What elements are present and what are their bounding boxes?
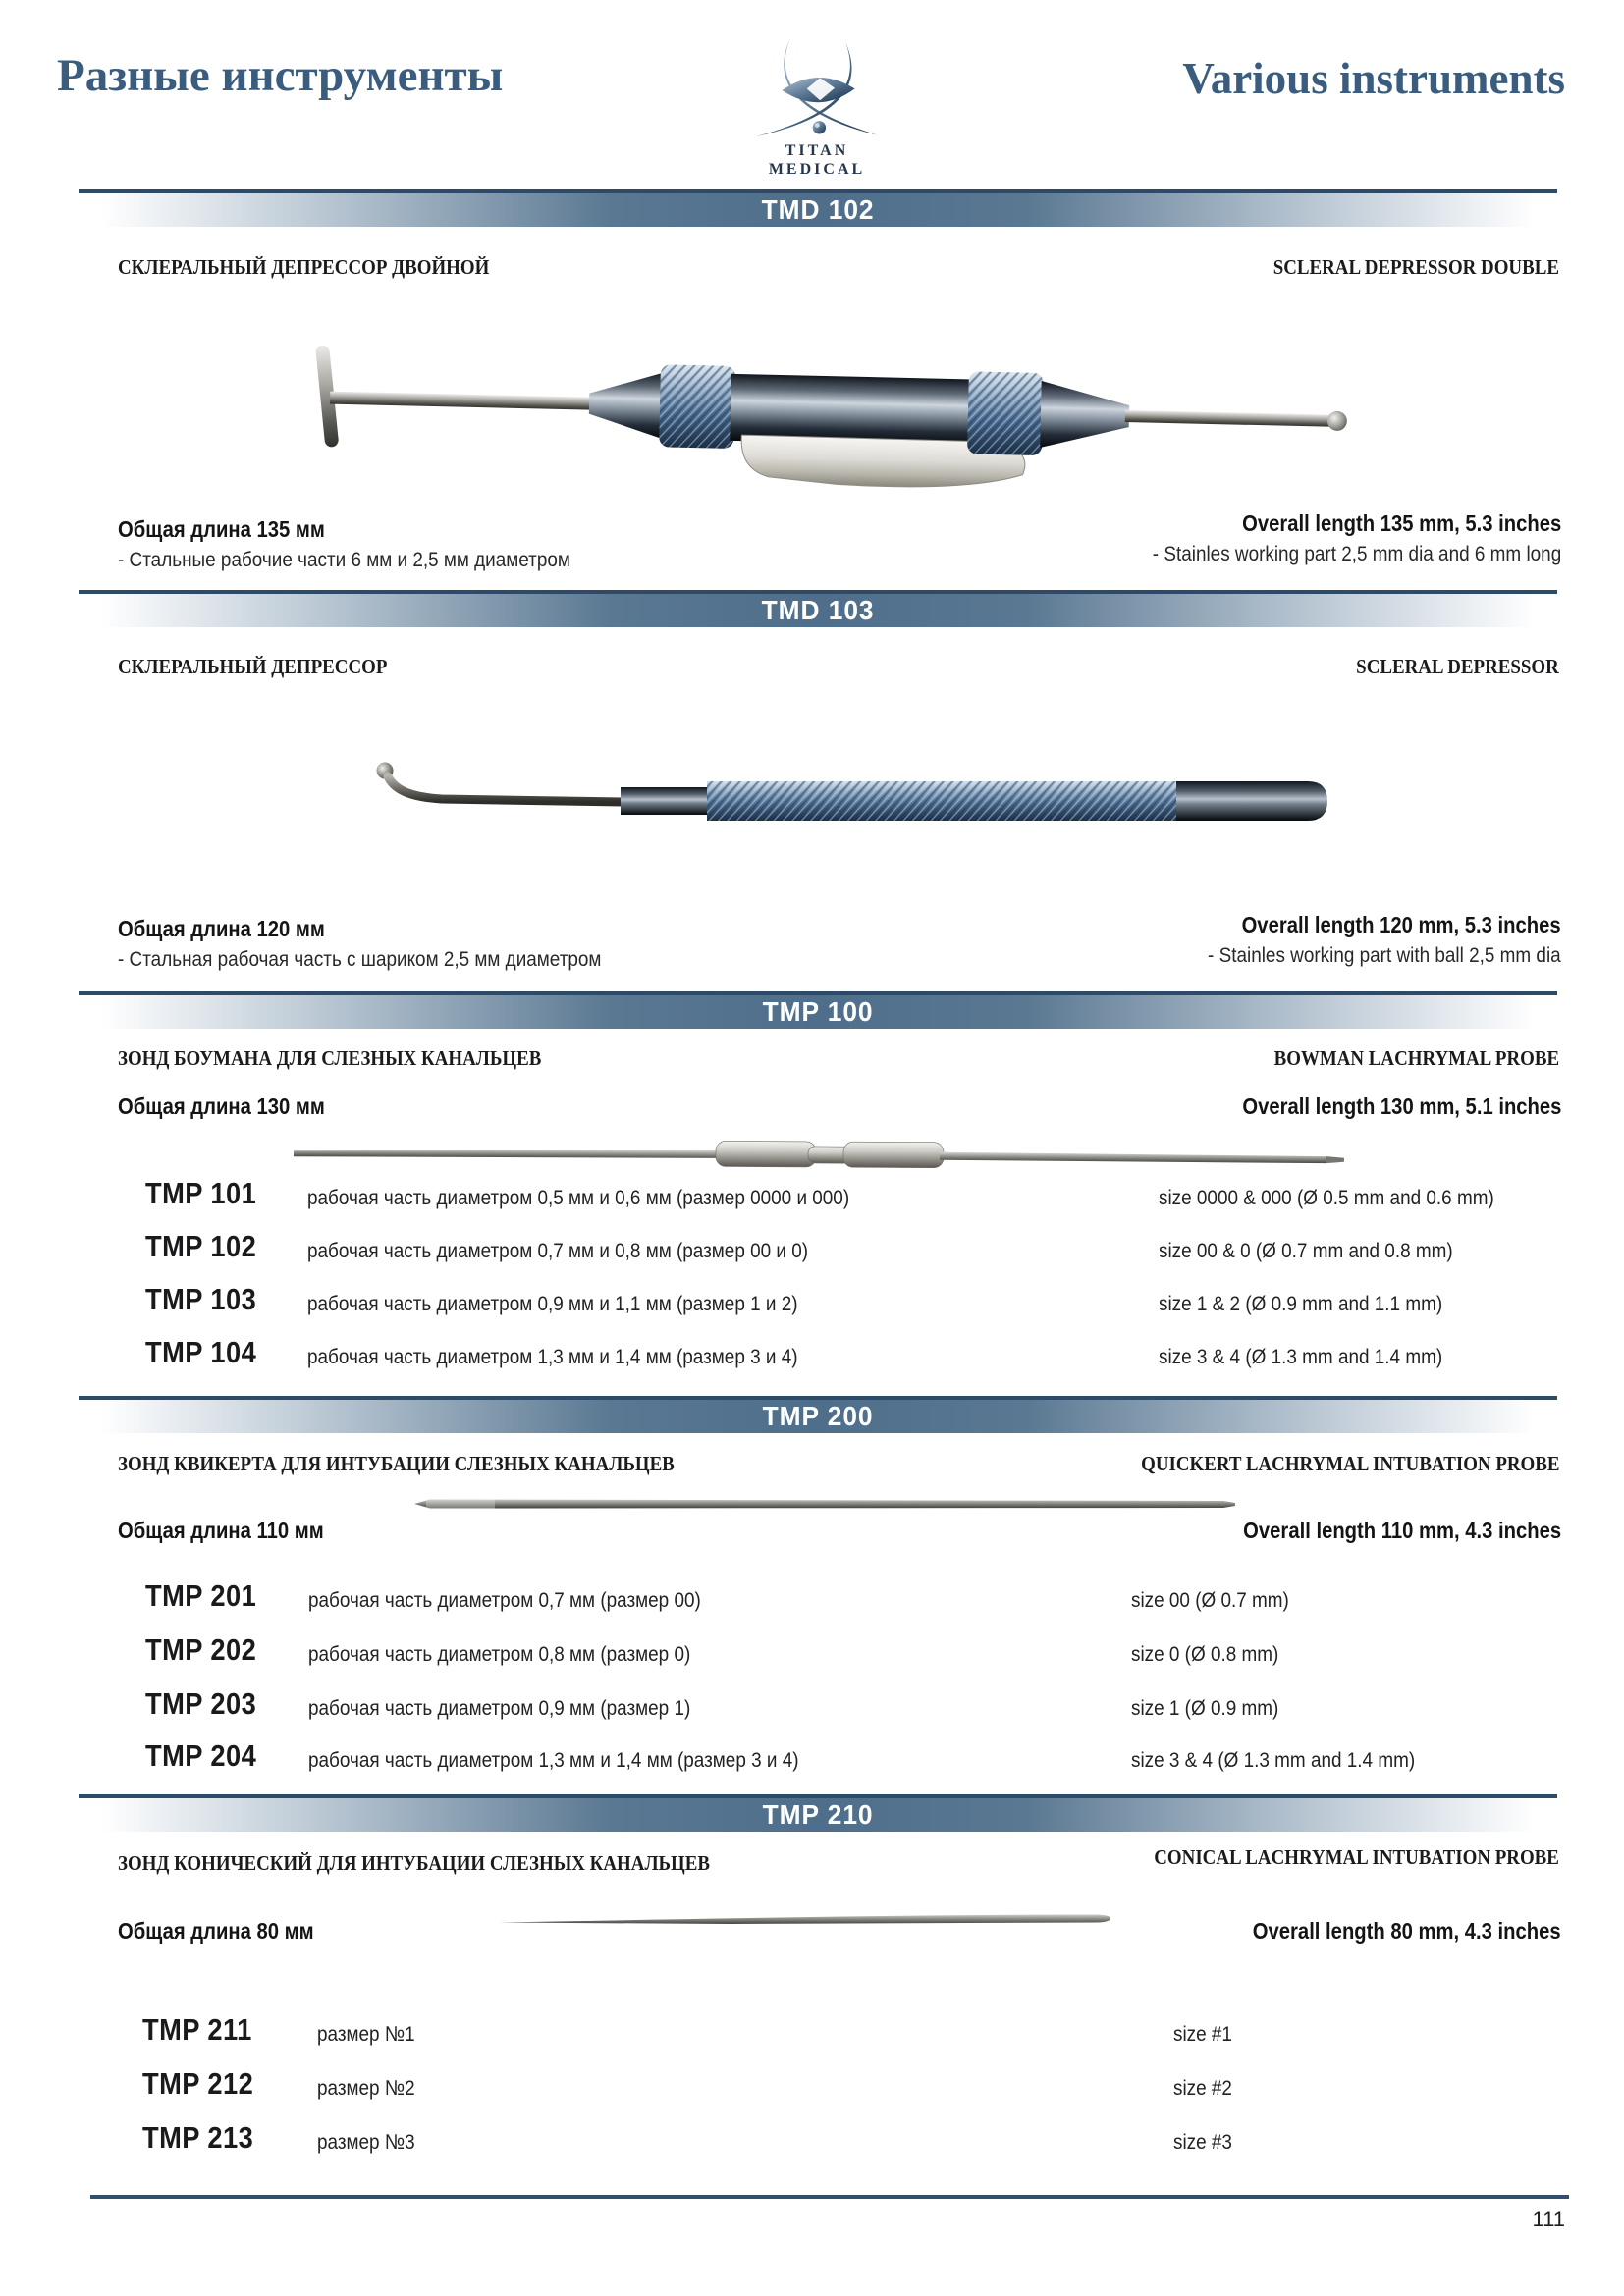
product-desc-ru: рабочая часть диаметром 1,3 мм и 1,4 мм (размер 3 и 4): [307, 1345, 798, 1368]
instrument-photo-scleral-depressor: [373, 756, 1340, 834]
product-size-en: size 0 (Ø 0.8 mm): [1131, 1642, 1279, 1666]
product-size-en: size 3 & 4 (Ø 1.3 mm and 1.4 mm): [1159, 1345, 1443, 1368]
section5-length-ru: Общая длина 80 мм: [118, 1918, 314, 1944]
spec-en-detail: - Stainles working part 2,5 mm dia and 6 mm long: [1152, 542, 1561, 565]
section2-title-ru: СКЛЕРАЛЬНЫЙ ДЕПРЕССОР: [118, 655, 388, 678]
product-size-en: size #2: [1173, 2076, 1232, 2100]
bar-gradient: [79, 594, 1557, 627]
product-size-en: size #1: [1173, 2022, 1232, 2046]
spec-en-length: Overall length 120 mm, 5.3 inches: [1241, 912, 1561, 937]
bar-gradient: [79, 1400, 1557, 1433]
section2-spec-en: [1160, 910, 1561, 971]
page-title-en: Various instruments: [1182, 54, 1565, 103]
product-desc-ru: рабочая часть диаметром 1,3 мм и 1,4 мм (размер 3 и 4): [308, 1748, 799, 1772]
section-bar-tmp200: [79, 1396, 1557, 1433]
section1-spec-en: [1097, 508, 1561, 569]
product-desc-ru: рабочая часть диаметром 0,5 мм и 0,6 мм (размер 0000 и 000): [307, 1186, 850, 1209]
product-size-en: size 00 (Ø 0.7 mm): [1131, 1588, 1289, 1612]
product-size-en: size 0000 & 000 (Ø 0.5 mm and 0.6 mm): [1159, 1186, 1494, 1209]
product-desc-ru: рабочая часть диаметром 0,9 мм (размер 1): [308, 1696, 691, 1720]
spec-ru-length: Общая длина 120 мм: [118, 916, 325, 941]
section-code: TMD 103: [761, 595, 875, 625]
product-code: TMP 211: [142, 2012, 252, 2047]
titan-medical-eye-logo-icon: [738, 39, 895, 141]
product-code: TMP 101: [145, 1176, 257, 1210]
logo-text-titan: TITAN: [785, 142, 849, 159]
product-code: TMP 203: [145, 1686, 257, 1721]
product-code: TMP 202: [145, 1632, 257, 1667]
section1-spec-ru: [118, 514, 632, 575]
product-row-tmp103: [0, 1282, 1624, 1327]
spec-ru-detail: - Стальная рабочая часть с шариком 2,5 мм диаметром: [118, 947, 602, 971]
spec-en-detail: - Stainles working part with ball 2,5 mm dia: [1208, 943, 1561, 967]
section-code: TMP 200: [762, 1401, 874, 1431]
section4-length-en: Overall length 110 mm, 4.3 inches: [1243, 1518, 1561, 1543]
section-bar-tmp100: [79, 991, 1557, 1029]
product-row-tmp211: [0, 2012, 1624, 2057]
product-desc-ru: рабочая часть диаметром 0,8 мм (размер 0): [308, 1642, 691, 1666]
section2-spec-ru: [118, 914, 668, 975]
product-row-tmp212: [0, 2066, 1624, 2111]
product-code: TMP 103: [145, 1282, 257, 1316]
section2-title-en: SCLERAL DEPRESSOR: [1356, 655, 1559, 678]
section-code: TMP 210: [762, 1799, 874, 1830]
product-row-tmp213: [0, 2120, 1624, 2165]
product-row-tmp202: [0, 1632, 1624, 1678]
product-desc-ru: рабочая часть диаметром 0,9 мм и 1,1 мм (размер 1 и 2): [307, 1292, 798, 1315]
titan-medical-logo: [738, 39, 895, 179]
bar-gradient: [79, 193, 1557, 227]
section3-title-ru: ЗОНД БОУМАНА ДЛЯ СЛЕЗНЫХ КАНАЛЬЦЕВ: [118, 1046, 542, 1070]
product-code: TMP 102: [145, 1229, 257, 1263]
section3-title-en: BOWMAN LACHRYMAL PROBE: [1273, 1046, 1559, 1070]
product-size-en: size 1 & 2 (Ø 0.9 mm and 1.1 mm): [1159, 1292, 1443, 1315]
section-bar-tmd102: [79, 189, 1557, 227]
instrument-photo-conical-probe: [496, 1909, 1124, 1929]
product-row-tmp201: [0, 1578, 1624, 1624]
logo-text-medical: MEDICAL: [768, 161, 866, 178]
instrument-photo-bowman-probe: [290, 1132, 1350, 1180]
footer-rule: [90, 2195, 1569, 2199]
bar-gradient: [79, 995, 1557, 1029]
spec-en-length: Overall length 135 mm, 5.3 inches: [1241, 510, 1561, 536]
section3-length-en: Overall length 130 mm, 5.1 inches: [1241, 1094, 1561, 1119]
section5-length-en: Overall length 80 mm, 4.3 inches: [1253, 1918, 1561, 1944]
product-desc-ru: рабочая часть диаметром 0,7 мм (размер 00): [308, 1588, 701, 1612]
product-desc-ru: размер №3: [317, 2130, 415, 2154]
product-row-tmp104: [0, 1335, 1624, 1380]
product-size-en: size #3: [1173, 2130, 1232, 2154]
section4-title-ru: ЗОНД КВИКЕРТА ДЛЯ ИНТУБАЦИИ СЛЕЗНЫХ КАНАЛЬЦЕВ: [118, 1452, 675, 1475]
section5-title-en: CONICAL LACHRYMAL INTUBATION PROBE: [1154, 1845, 1559, 1869]
product-desc-ru: размер №2: [317, 2076, 415, 2100]
product-desc-ru: рабочая часть диаметром 0,7 мм и 0,8 мм (размер 00 и 0): [307, 1239, 809, 1262]
instrument-photo-scleral-depressor-double: [291, 307, 1355, 512]
section-bar-tmp210: [79, 1794, 1557, 1832]
section-bar-tmd103: [79, 590, 1557, 627]
product-code: TMP 213: [142, 2120, 254, 2155]
product-desc-ru: размер №1: [317, 2022, 415, 2046]
product-size-en: size 3 & 4 (Ø 1.3 mm and 1.4 mm): [1131, 1748, 1416, 1772]
product-row-tmp203: [0, 1686, 1624, 1732]
product-code: TMP 201: [145, 1578, 257, 1613]
spec-ru-length: Общая длина 135 мм: [118, 516, 325, 542]
bar-gradient: [79, 1798, 1557, 1832]
section4-title-en: QUICKERT LACHRYMAL INTUBATION PROBE: [1140, 1452, 1559, 1475]
product-code: TMP 212: [142, 2066, 254, 2101]
instrument-photo-quickert-probe: [412, 1495, 1237, 1513]
section-code: TMP 100: [762, 996, 874, 1027]
spec-ru-detail: - Стальные рабочие части 6 мм и 2,5 мм диаметром: [118, 548, 570, 571]
page-number: 111: [1532, 2207, 1565, 2231]
section1-title-en: SCLERAL DEPRESSOR DOUBLE: [1272, 255, 1559, 279]
product-code: TMP 204: [145, 1738, 257, 1773]
page-title-ru: Разные инструменты: [57, 50, 504, 101]
section5-title-ru: ЗОНД КОНИЧЕСКИЙ ДЛЯ ИНТУБАЦИИ СЛЕЗНЫХ КАНАЛЬЦЕВ: [118, 1851, 711, 1875]
product-code: TMP 104: [145, 1335, 257, 1369]
product-size-en: size 1 (Ø 0.9 mm): [1131, 1696, 1279, 1720]
product-size-en: size 00 & 0 (Ø 0.7 mm and 0.8 mm): [1159, 1239, 1453, 1262]
section1-title-ru: СКЛЕРАЛЬНЫЙ ДЕПРЕССОР ДВОЙНОЙ: [118, 255, 490, 279]
section3-length-ru: Общая длина 130 мм: [118, 1094, 325, 1119]
section4-length-ru: Общая длина 110 мм: [118, 1518, 324, 1543]
product-row-tmp101: [0, 1176, 1624, 1221]
section-code: TMD 102: [761, 194, 875, 225]
product-row-tmp102: [0, 1229, 1624, 1274]
product-row-tmp204: [0, 1738, 1624, 1784]
